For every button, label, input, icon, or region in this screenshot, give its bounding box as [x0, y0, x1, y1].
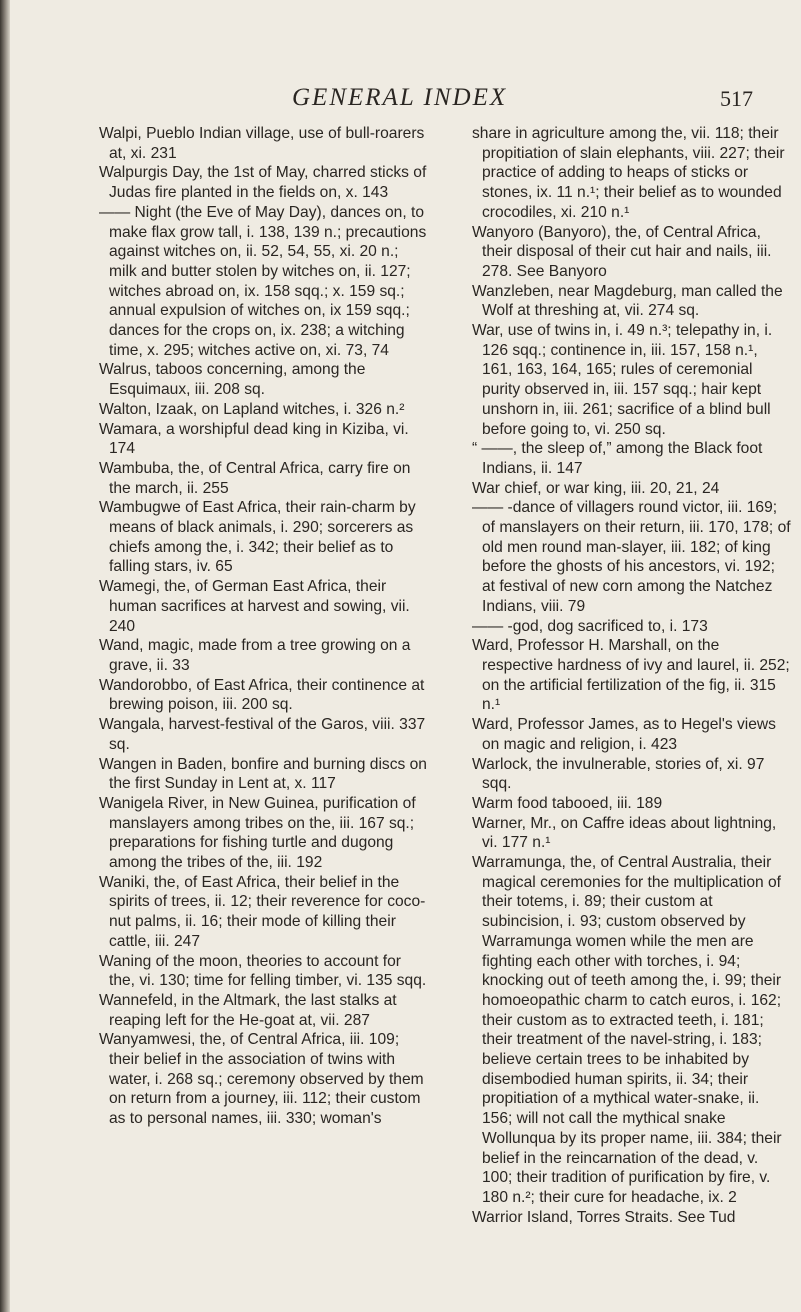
index-entry: Wand, magic, made from a tree growing on a grave, ii. 33: [99, 637, 411, 674]
index-entry: Ward, Professor James, as to Hegel's views on magic and religion, i. 423: [472, 716, 776, 753]
index-entry: Wangen in Baden, bonfire and burning discs on the first Sunday in Lent at, x. 117: [99, 755, 427, 793]
index-entry: Warrior Island, Torres Straits. See Tud: [472, 1208, 736, 1226]
index-entry: —— -dance of villagers round victor, iii. 169; of manslayers on their return, iii. 170, 178; of old men round man-slayer, iii. 182; of king before the ghosts of his ancestors, vi. 192; at festival of new corn among the Natchez Indians, viii. 79: [472, 499, 791, 615]
index-entry: Warramunga, the, of Central Australia, their magical ceremonies for the multiplication of their totems, i. 89; their custom at subincision, i. 93; custom observed by Warramunga women while the men are fighting each other with torches, i. 94; knocking out of teeth among the, i. 99; their homoeopathic charm to catch euros, i. 162; their custom as to extracted teeth, i. 181; their treatment of the navel-string, i. 183; believe certain trees to be inhabited by disembodied human spirits, ii. 34; their propitiation of a mythical water-snake, ii. 156; will not call the mythical snake Wollunqua by its proper name, iii. 384; their belief in the reincarnation of the dead, v. 100; their tradition of purification by fire, v. 180 n.²; their cure for headache, ix. 2: [472, 854, 782, 1206]
index-entry: Wanyamwesi, the, of Central Africa, iii. 109; their belief in the association of twins with water, i. 268 sq.; ceremony observed by them on return from a journey, iii. 112; their custom as to personal names, iii. 330; woman's: [99, 1031, 424, 1128]
index-entry: Walpurgis Day, the 1st of May, charred sticks of Judas fire planted in the fields on, x. 143: [99, 164, 427, 202]
index-entry: Waning of the moon, theories to account for the, vi. 130; time for felling timber, vi. 135 sqq.: [99, 952, 427, 990]
index-entry: Warner, Mr., on Caffre ideas about lightning, vi. 177 n.¹: [472, 814, 777, 852]
index-entry: War chief, or war king, iii. 20, 21, 24: [472, 479, 720, 497]
index-entry: —— Night (the Eve of May Day), dances on, to make flax grow tall, i. 138, 139 n.; precautions against witches on, ii. 52, 54, 55, xi. 20 n.; milk and butter stolen by witches on, ii. 127; witches abroad on, ix. 158 sqq.; x. 159 sq.; annual expulsion of witches on, ix 159 sqq.; dances for the crops on, ix. 238; a witching time, x. 295; witches active on, xi. 73, 74: [99, 203, 427, 359]
book-spine-shadow: [0, 0, 10, 1312]
index-entry: Walton, Izaak, on Lapland witches, i. 326 n.²: [99, 400, 405, 418]
index-entry: War, use of twins in, i. 49 n.³; telepathy in, i. 126 sqq.; continence in, iii. 157, 158 n.¹, 161, 163, 164, 165; rules of ceremonial purity observed in, iii. 157 sqq.; hair kept unshorn in, iii. 261; sacrifice of a blind bull before going to, vi. 250 sq.: [472, 322, 773, 438]
page-header: [0, 84, 801, 114]
index-entry: share in agriculture among the, vii. 118; their propitiation of slain elephants, viii. 227; their practice of adding to heaps of sticks or stones, ix. 11 n.¹; their belief as to wounded crocodiles, xi. 210 n.¹: [472, 125, 785, 221]
index-entry: Warm food tabooed, iii. 189: [472, 794, 663, 812]
index-entry: Walpi, Pueblo Indian village, use of bull-roarers at, xi. 231: [99, 125, 425, 162]
index-entry: Wamegi, the, of German East Africa, their human sacrifices at harvest and sowing, vii. 240: [99, 578, 410, 635]
index-entry: —— -god, dog sacrificed to, i. 173: [472, 617, 708, 635]
index-entry: Warlock, the invulnerable, stories of, xi. 97 sqq.: [472, 755, 765, 793]
running-title: GENERAL INDEX: [292, 84, 508, 111]
index-entry: Ward, Professor H. Marshall, on the respective hardness of ivy and laurel, ii. 252; on the artificial fertilization of the fig, ii. 315 n.¹: [472, 637, 790, 714]
index-entry: Wamara, a worshipful dead king in Kiziba, vi. 174: [99, 420, 409, 458]
index-entry: Wambugwe of East Africa, their rain-charm by means of black animals, i. 290; sorcerers as chiefs among the, i. 342; their belief as to falling stars, iv. 65: [99, 499, 416, 576]
index-entry: Walrus, taboos concerning, among the Esquimaux, iii. 208 sq.: [99, 361, 366, 399]
index-column-right: [472, 124, 792, 1227]
index-entry: Wanigela River, in New Guinea, purification of manslayers among tribes on the, iii. 167 sq.; preparations for fishing turtle and dugong among the tribes of the, iii. 192: [99, 794, 416, 872]
index-entry: Wandorobbo, of East Africa, their continence at brewing poison, iii. 200 sq.: [99, 676, 425, 714]
index-entry: Waniki, the, of East Africa, their belief in the spirits of trees, ii. 12; their reverence for coco-nut palms, ii. 16; their mode of killing their cattle, iii. 247: [99, 873, 426, 950]
index-entry: Wanyoro (Banyoro), the, of Central Africa, their disposal of their cut hair and nails, iii. 278. See Banyoro: [472, 223, 772, 280]
index-entry: “ ——, the sleep of,” among the Black foot Indians, ii. 147: [472, 440, 763, 477]
page-number: 517: [720, 86, 753, 111]
index-entry: Wannefeld, in the Altmark, the last stalks at reaping left for the He-goat at, vii. 287: [99, 991, 397, 1029]
index-entry: Wangala, harvest-festival of the Garos, viii. 337 sq.: [99, 716, 426, 753]
index-entry: Wanzleben, near Magdeburg, man called the Wolf at threshing at, vii. 274 sq.: [472, 282, 783, 320]
index-entry: Wambuba, the, of Central Africa, carry fire on the march, ii. 255: [99, 459, 411, 497]
index-column-left: [99, 124, 427, 1129]
